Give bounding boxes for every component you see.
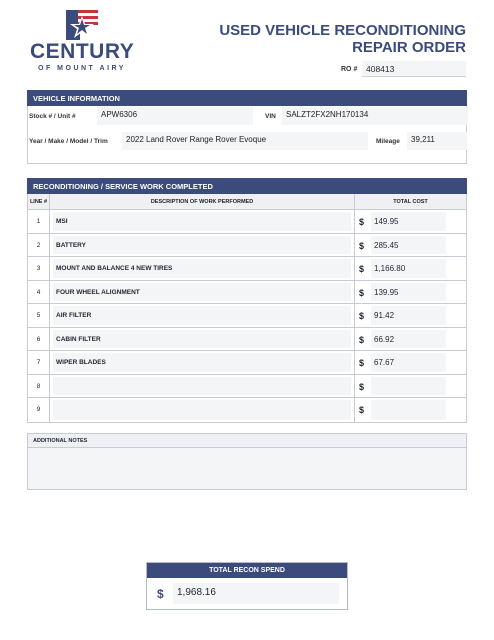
vehicle-info-header: VEHICLE INFORMATION xyxy=(27,90,467,106)
description-field[interactable]: WIPER BLADES xyxy=(53,353,351,372)
description-field[interactable]: BATTERY xyxy=(53,236,351,255)
ymmt-label: Year / Make / Model / Trim xyxy=(29,138,108,145)
cost-cell xyxy=(355,351,466,374)
line-number: 7 xyxy=(28,351,50,374)
cost-cell xyxy=(355,281,466,304)
cost-cell xyxy=(355,375,466,398)
col-line-header: LINE # xyxy=(28,194,50,209)
description-field[interactable]: MSI xyxy=(53,212,351,231)
description-cell xyxy=(50,328,355,351)
total-box xyxy=(146,562,348,610)
description-field[interactable] xyxy=(53,377,351,396)
notes-section xyxy=(27,433,467,490)
cost-cell xyxy=(355,257,466,280)
table-row xyxy=(28,328,466,352)
currency-symbol: $ xyxy=(359,287,365,298)
description-cell xyxy=(50,281,355,304)
currency-symbol: $ xyxy=(359,334,365,345)
vehicle-info-section xyxy=(27,106,467,164)
brand-name: CENTURY xyxy=(30,40,135,63)
cost-field[interactable]: 91.42 xyxy=(371,306,446,325)
line-number: 2 xyxy=(28,234,50,257)
mileage-label: Mileage xyxy=(376,138,400,145)
line-number: 8 xyxy=(28,375,50,398)
description-cell xyxy=(50,351,355,374)
line-number: 3 xyxy=(28,257,50,280)
currency-symbol: $ xyxy=(359,358,365,368)
line-number: 1 xyxy=(28,210,50,233)
work-section-header: RECONDITIONING / SERVICE WORK COMPLETED xyxy=(27,178,467,194)
document-title xyxy=(219,22,466,56)
vin-field[interactable]: SALZT2FX2NH170134 xyxy=(282,107,468,125)
cost-cell xyxy=(355,328,466,351)
title-line-2: REPAIR ORDER xyxy=(352,39,466,56)
work-table-header xyxy=(28,194,466,210)
line-number: 9 xyxy=(28,398,50,422)
description-field[interactable]: FOUR WHEEL ALIGNMENT xyxy=(53,283,351,302)
cost-field[interactable]: 1,166.80 xyxy=(371,259,446,278)
work-table-body xyxy=(28,210,466,422)
line-number: 5 xyxy=(28,304,50,327)
description-cell xyxy=(50,234,355,257)
cost-cell xyxy=(355,398,466,422)
stock-label: Stock # / Unit # xyxy=(29,113,76,120)
description-cell xyxy=(50,375,355,398)
cost-field[interactable] xyxy=(371,400,446,420)
col-cost-header: TOTAL COST xyxy=(393,199,428,205)
currency-symbol: $ xyxy=(359,264,365,274)
line-number: 4 xyxy=(28,281,50,304)
description-cell xyxy=(50,398,355,422)
cost-field[interactable]: 139.95 xyxy=(371,283,446,302)
description-field[interactable]: MOUNT AND BALANCE 4 NEW TIRES xyxy=(53,259,351,278)
flag-star-icon xyxy=(66,10,98,40)
cost-field[interactable]: 66.92 xyxy=(371,330,446,349)
mileage-field[interactable]: 39,211 xyxy=(407,132,467,150)
description-field[interactable]: CABIN FILTER xyxy=(53,330,351,349)
total-title: TOTAL RECON SPEND xyxy=(147,563,347,578)
total-row xyxy=(147,578,347,604)
table-row xyxy=(28,281,466,305)
ro-number-field[interactable]: 408413 xyxy=(362,61,466,77)
col-desc-header: DESCRIPTION OF WORK PERFORMED xyxy=(50,194,355,209)
work-table xyxy=(27,194,467,423)
cost-field[interactable] xyxy=(371,377,446,396)
table-row xyxy=(28,398,466,422)
ro-label: RO # xyxy=(341,66,358,73)
currency-symbol: $ xyxy=(359,240,365,251)
table-row xyxy=(28,210,466,234)
total-currency: $ xyxy=(157,587,164,601)
notes-field[interactable] xyxy=(28,448,466,489)
ymmt-field[interactable]: 2022 Land Rover Range Rover Evoque xyxy=(122,132,368,150)
cost-cell xyxy=(355,210,466,233)
cost-field[interactable]: 285.45 xyxy=(371,236,446,255)
table-row xyxy=(28,304,466,328)
vin-label: VIN xyxy=(265,113,276,120)
table-row xyxy=(28,351,466,375)
currency-symbol: $ xyxy=(359,311,365,321)
cost-cell xyxy=(355,234,466,257)
line-number: 6 xyxy=(28,328,50,351)
description-cell xyxy=(50,304,355,327)
table-row xyxy=(28,257,466,281)
table-row xyxy=(28,234,466,258)
description-cell xyxy=(50,210,355,233)
cost-cell xyxy=(355,304,466,327)
title-line-1: USED VEHICLE RECONDITIONING xyxy=(219,22,466,39)
table-row xyxy=(28,375,466,399)
currency-symbol: $ xyxy=(359,217,365,227)
stock-field[interactable]: APW6306 xyxy=(97,107,253,125)
brand-subtitle: OF MOUNT AIRY xyxy=(38,65,126,72)
description-field[interactable]: AIR FILTER xyxy=(53,306,351,325)
cost-field[interactable]: 67.67 xyxy=(371,353,446,372)
currency-symbol: $ xyxy=(359,405,365,415)
description-cell xyxy=(50,257,355,280)
cost-field[interactable]: 149.95 xyxy=(371,212,446,231)
century-logo xyxy=(30,8,134,74)
total-value-field[interactable]: 1,968.16 xyxy=(173,583,339,604)
currency-symbol: $ xyxy=(359,381,365,392)
description-field[interactable] xyxy=(53,400,351,420)
notes-title: ADDITIONAL NOTES xyxy=(28,434,466,448)
